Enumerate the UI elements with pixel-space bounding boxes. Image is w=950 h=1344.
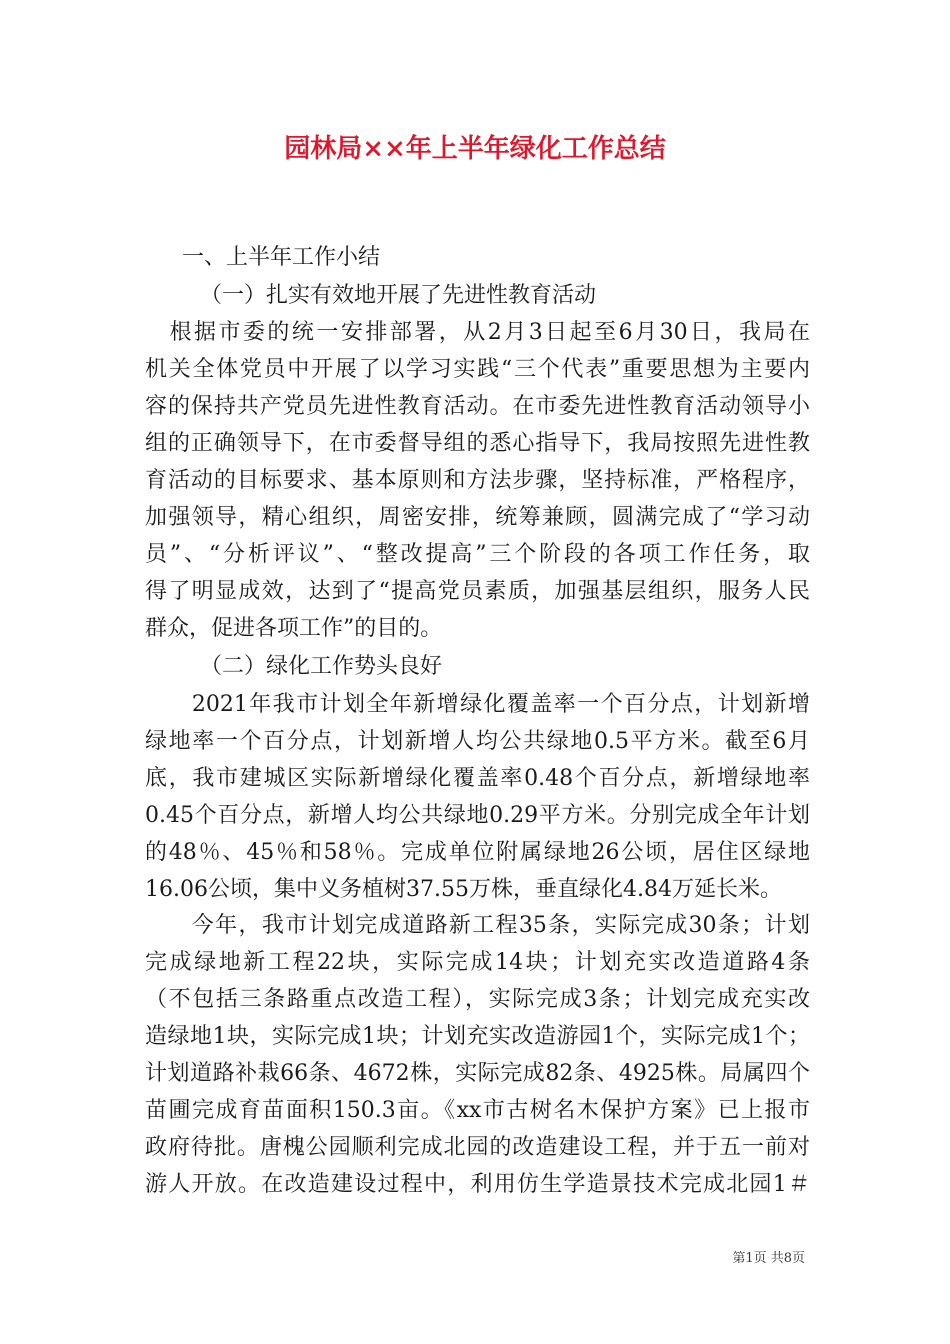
subsection-heading-1: （一）扎实有效地开展了先进性教育活动 bbox=[200, 283, 597, 308]
paragraph-line: 根据市委的统一安排部署，从2月3日起至6月30日，我局在 bbox=[145, 320, 810, 345]
paragraph-2 bbox=[145, 686, 810, 908]
paragraph-line: 育活动的目标要求、基本原则和方法步骤，坚持标准，严格程序， bbox=[145, 468, 810, 493]
section-heading-1: 一、上半年工作小结 bbox=[182, 245, 381, 270]
paragraph-line: 容的保持共产党员先进性教育活动。在市委先进性教育活动领导小 bbox=[145, 394, 810, 419]
paragraph-line: （不包括三条路重点改造工程），实际完成3条；计划完成充实改 bbox=[145, 987, 810, 1012]
paragraph-line: 游人开放。在改造建设过程中，利用仿生学造景技术完成北园1＃ bbox=[145, 1172, 810, 1197]
paragraph-line: 底，我市建城区实际新增绿化覆盖率0.48个百分点，新增绿地率 bbox=[145, 766, 810, 791]
paragraph-line: 加强领导，精心组织，周密安排，统筹兼顾，圆满完成了“学习动 bbox=[145, 505, 810, 530]
paragraph-line: 员”、“分析评议”、“整改提高”三个阶段的各项工作任务，取 bbox=[145, 542, 810, 567]
paragraph-line: 完成绿地新工程22块，实际完成14块；计划充实改造道路4条 bbox=[145, 950, 810, 975]
paragraph-line: 组的正确领导下，在市委督导组的悉心指导下，我局按照先进性教 bbox=[145, 431, 810, 456]
page-number: 第1页 共8页 bbox=[732, 1251, 805, 1266]
paragraph-line: 政府待批。唐槐公园顺利完成北园的改造建设工程，并于五一前对 bbox=[145, 1135, 810, 1160]
paragraph-line: 今年，我市计划完成道路新工程35条，实际完成30条；计划 bbox=[145, 913, 810, 938]
paragraph-line: 计划道路补栽66条、4672株，实际完成82条、4925株。局属四个 bbox=[145, 1061, 810, 1086]
paragraph-line: 群众，促进各项工作”的目的。 bbox=[145, 616, 443, 641]
paragraph-line: 造绿地1块，实际完成1块；计划充实改造游园1个，实际完成1个； bbox=[145, 1024, 810, 1049]
paragraph-line: 苗圃完成育苗面积150.3亩。《xx市古树名木保护方案》已上报市 bbox=[145, 1098, 810, 1123]
document-title: 园林局××年上半年绿化工作总结 bbox=[284, 134, 666, 164]
paragraph-1 bbox=[145, 314, 810, 647]
paragraph-line: 16.06公顷，集中义务植树37.55万株，垂直绿化4.84万延长米。 bbox=[145, 877, 782, 902]
paragraph-line: 2021年我市计划全年新增绿化覆盖率一个百分点，计划新增 bbox=[145, 692, 810, 717]
subsection-heading-2: （二）绿化工作势头良好 bbox=[200, 654, 443, 679]
paragraph-3 bbox=[145, 907, 810, 1203]
paragraph-line: 的48％、45％和58％。完成单位附属绿地26公顷，居住区绿地 bbox=[145, 840, 810, 865]
paragraph-line: 0.45个百分点，新增人均公共绿地0.29平方米。分别完成全年计划 bbox=[145, 803, 810, 828]
paragraph-line: 绿地率一个百分点，计划新增人均公共绿地0.5平方米。截至6月 bbox=[145, 729, 810, 754]
paragraph-line: 机关全体党员中开展了以学习实践“三个代表”重要思想为主要内 bbox=[145, 357, 810, 382]
paragraph-line: 得了明显成效，达到了“提高党员素质，加强基层组织，服务人民 bbox=[145, 579, 810, 604]
